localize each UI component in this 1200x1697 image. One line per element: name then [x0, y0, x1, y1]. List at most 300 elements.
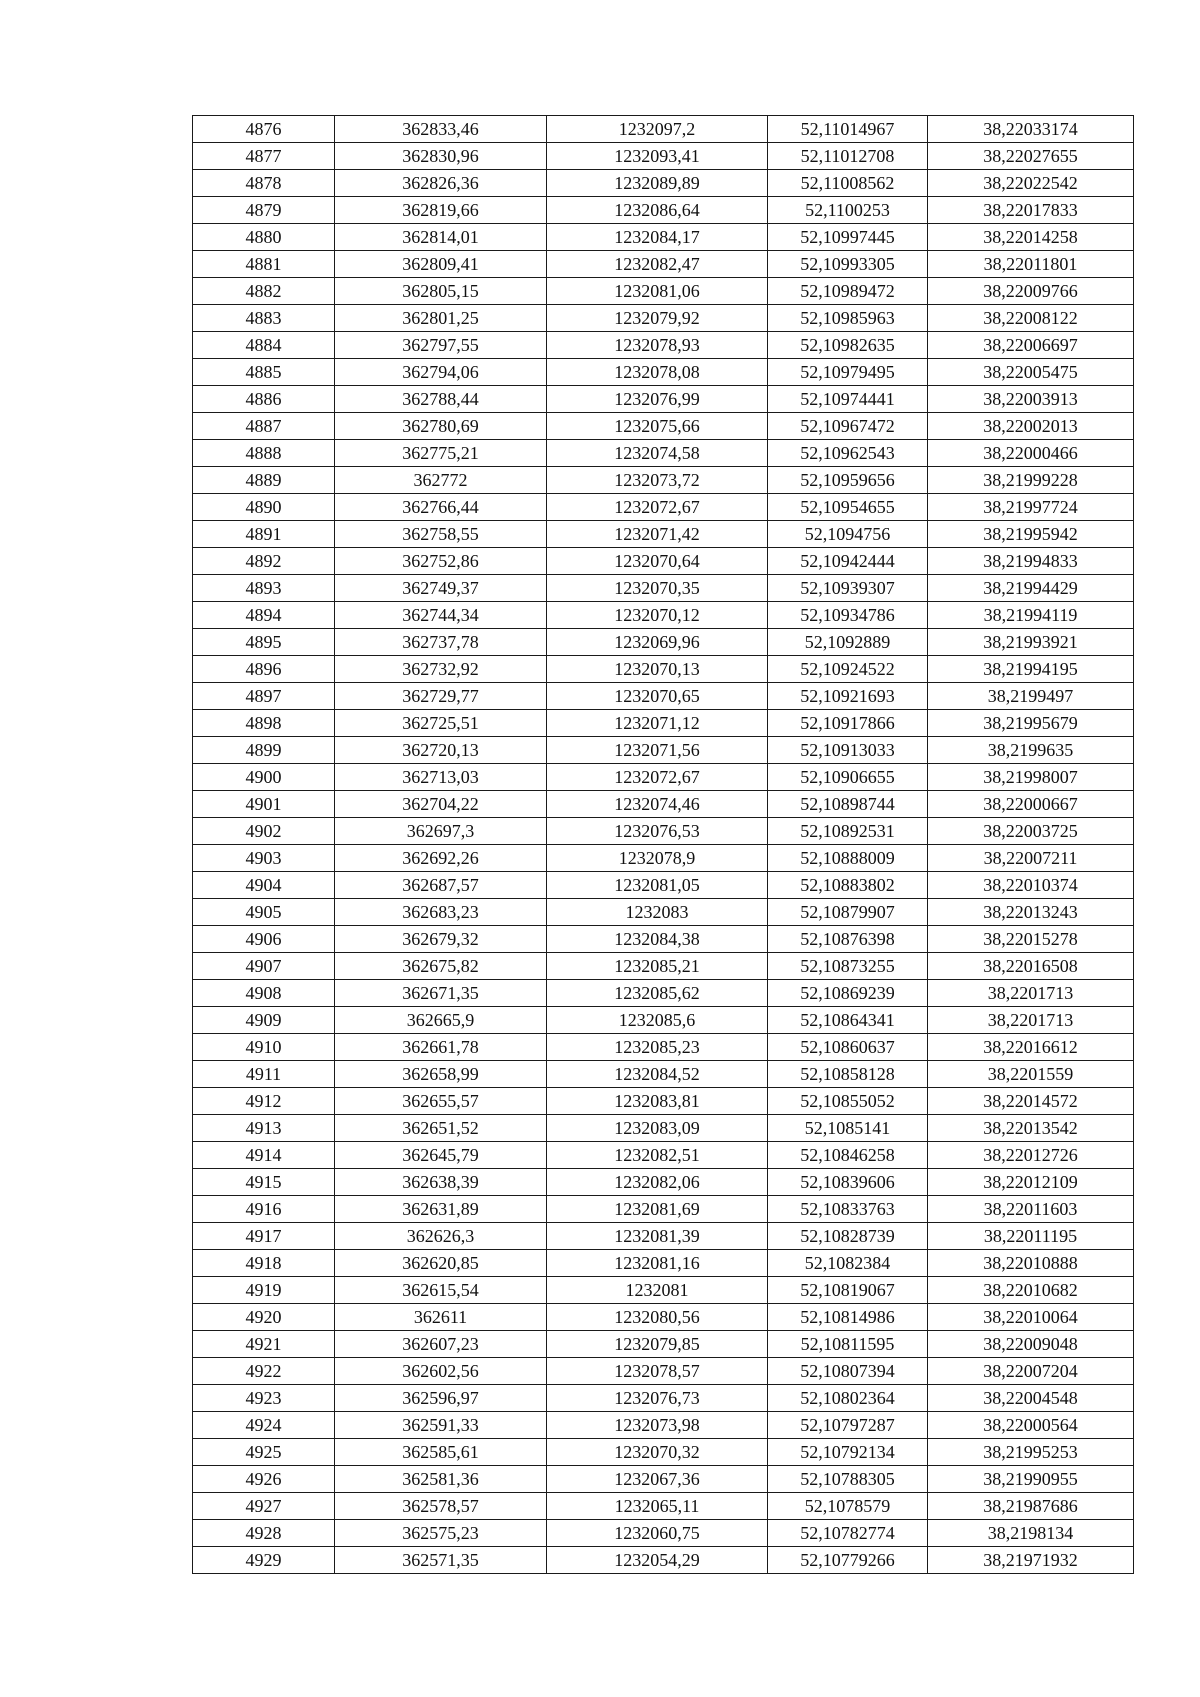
x-coordinate-cell: 362591,33: [335, 1412, 547, 1439]
y-coordinate-cell: 1232071,42: [547, 521, 768, 548]
table-row: [193, 575, 1134, 602]
point-number-cell: 4896: [193, 656, 335, 683]
latitude-cell: 52,10858128: [768, 1061, 928, 1088]
latitude-cell: 52,1092889: [768, 629, 928, 656]
point-number-cell: 4904: [193, 872, 335, 899]
table-row: [193, 737, 1134, 764]
latitude-cell: 52,10869239: [768, 980, 928, 1007]
coordinates-table-body: [193, 116, 1134, 1574]
point-number-cell: 4898: [193, 710, 335, 737]
table-row: [193, 1520, 1134, 1547]
latitude-cell: 52,10906655: [768, 764, 928, 791]
y-coordinate-cell: 1232081: [547, 1277, 768, 1304]
point-number-cell: 4910: [193, 1034, 335, 1061]
table-row: [193, 224, 1134, 251]
latitude-cell: 52,10954655: [768, 494, 928, 521]
x-coordinate-cell: 362655,57: [335, 1088, 547, 1115]
latitude-cell: 52,10855052: [768, 1088, 928, 1115]
x-coordinate-cell: 362611: [335, 1304, 547, 1331]
point-number-cell: 4899: [193, 737, 335, 764]
longitude-cell: 38,22011801: [928, 251, 1134, 278]
x-coordinate-cell: 362645,79: [335, 1142, 547, 1169]
table-row: [193, 629, 1134, 656]
longitude-cell: 38,2199497: [928, 683, 1134, 710]
longitude-cell: 38,22004548: [928, 1385, 1134, 1412]
point-number-cell: 4887: [193, 413, 335, 440]
y-coordinate-cell: 1232078,57: [547, 1358, 768, 1385]
latitude-cell: 52,10873255: [768, 953, 928, 980]
latitude-cell: 52,10792134: [768, 1439, 928, 1466]
table-row: [193, 1358, 1134, 1385]
table-row: [193, 1223, 1134, 1250]
point-number-cell: 4902: [193, 818, 335, 845]
longitude-cell: 38,21995253: [928, 1439, 1134, 1466]
longitude-cell: 38,22009766: [928, 278, 1134, 305]
point-number-cell: 4886: [193, 386, 335, 413]
table-row: [193, 1547, 1134, 1574]
latitude-cell: 52,10979495: [768, 359, 928, 386]
longitude-cell: 38,21994119: [928, 602, 1134, 629]
longitude-cell: 38,22011603: [928, 1196, 1134, 1223]
longitude-cell: 38,2199635: [928, 737, 1134, 764]
latitude-cell: 52,10898744: [768, 791, 928, 818]
point-number-cell: 4915: [193, 1169, 335, 1196]
table-row: [193, 980, 1134, 1007]
longitude-cell: 38,22005475: [928, 359, 1134, 386]
x-coordinate-cell: 362758,55: [335, 521, 547, 548]
table-row: [193, 1142, 1134, 1169]
x-coordinate-cell: 362615,54: [335, 1277, 547, 1304]
table-row: [193, 1412, 1134, 1439]
coordinates-table: [192, 115, 1134, 1574]
y-coordinate-cell: 1232065,11: [547, 1493, 768, 1520]
latitude-cell: 52,10962543: [768, 440, 928, 467]
x-coordinate-cell: 362575,23: [335, 1520, 547, 1547]
x-coordinate-cell: 362833,46: [335, 116, 547, 143]
x-coordinate-cell: 362585,61: [335, 1439, 547, 1466]
x-coordinate-cell: 362671,35: [335, 980, 547, 1007]
y-coordinate-cell: 1232074,46: [547, 791, 768, 818]
longitude-cell: 38,22012726: [928, 1142, 1134, 1169]
point-number-cell: 4891: [193, 521, 335, 548]
table-row: [193, 710, 1134, 737]
point-number-cell: 4923: [193, 1385, 335, 1412]
longitude-cell: 38,22010374: [928, 872, 1134, 899]
latitude-cell: 52,10917866: [768, 710, 928, 737]
longitude-cell: 38,22007204: [928, 1358, 1134, 1385]
x-coordinate-cell: 362819,66: [335, 197, 547, 224]
y-coordinate-cell: 1232080,56: [547, 1304, 768, 1331]
x-coordinate-cell: 362651,52: [335, 1115, 547, 1142]
x-coordinate-cell: 362830,96: [335, 143, 547, 170]
latitude-cell: 52,10985963: [768, 305, 928, 332]
point-number-cell: 4877: [193, 143, 335, 170]
point-number-cell: 4897: [193, 683, 335, 710]
latitude-cell: 52,10939307: [768, 575, 928, 602]
longitude-cell: 38,22000564: [928, 1412, 1134, 1439]
latitude-cell: 52,11012708: [768, 143, 928, 170]
table-row: [193, 197, 1134, 224]
latitude-cell: 52,10879907: [768, 899, 928, 926]
x-coordinate-cell: 362679,32: [335, 926, 547, 953]
point-number-cell: 4895: [193, 629, 335, 656]
table-row: [193, 278, 1134, 305]
point-number-cell: 4888: [193, 440, 335, 467]
point-number-cell: 4929: [193, 1547, 335, 1574]
y-coordinate-cell: 1232079,92: [547, 305, 768, 332]
y-coordinate-cell: 1232054,29: [547, 1547, 768, 1574]
point-number-cell: 4928: [193, 1520, 335, 1547]
x-coordinate-cell: 362638,39: [335, 1169, 547, 1196]
longitude-cell: 38,21993921: [928, 629, 1134, 656]
y-coordinate-cell: 1232081,06: [547, 278, 768, 305]
table-row: [193, 602, 1134, 629]
latitude-cell: 52,10876398: [768, 926, 928, 953]
longitude-cell: 38,22013542: [928, 1115, 1134, 1142]
longitude-cell: 38,22000466: [928, 440, 1134, 467]
x-coordinate-cell: 362814,01: [335, 224, 547, 251]
latitude-cell: 52,10797287: [768, 1412, 928, 1439]
table-row: [193, 521, 1134, 548]
longitude-cell: 38,22002013: [928, 413, 1134, 440]
longitude-cell: 38,22015278: [928, 926, 1134, 953]
longitude-cell: 38,21998007: [928, 764, 1134, 791]
longitude-cell: 38,21994195: [928, 656, 1134, 683]
longitude-cell: 38,22033174: [928, 116, 1134, 143]
point-number-cell: 4900: [193, 764, 335, 791]
y-coordinate-cell: 1232085,6: [547, 1007, 768, 1034]
table-row: [193, 1304, 1134, 1331]
y-coordinate-cell: 1232060,75: [547, 1520, 768, 1547]
latitude-cell: 52,11014967: [768, 116, 928, 143]
point-number-cell: 4911: [193, 1061, 335, 1088]
x-coordinate-cell: 362766,44: [335, 494, 547, 521]
table-row: [193, 305, 1134, 332]
x-coordinate-cell: 362692,26: [335, 845, 547, 872]
y-coordinate-cell: 1232073,72: [547, 467, 768, 494]
longitude-cell: 38,22016612: [928, 1034, 1134, 1061]
x-coordinate-cell: 362683,23: [335, 899, 547, 926]
longitude-cell: 38,22008122: [928, 305, 1134, 332]
latitude-cell: 52,10839606: [768, 1169, 928, 1196]
y-coordinate-cell: 1232081,39: [547, 1223, 768, 1250]
y-coordinate-cell: 1232083,81: [547, 1088, 768, 1115]
longitude-cell: 38,22009048: [928, 1331, 1134, 1358]
latitude-cell: 52,10921693: [768, 683, 928, 710]
x-coordinate-cell: 362704,22: [335, 791, 547, 818]
point-number-cell: 4921: [193, 1331, 335, 1358]
point-number-cell: 4894: [193, 602, 335, 629]
longitude-cell: 38,2201713: [928, 1007, 1134, 1034]
point-number-cell: 4890: [193, 494, 335, 521]
latitude-cell: 52,10982635: [768, 332, 928, 359]
latitude-cell: 52,1094756: [768, 521, 928, 548]
latitude-cell: 52,10864341: [768, 1007, 928, 1034]
y-coordinate-cell: 1232093,41: [547, 143, 768, 170]
x-coordinate-cell: 362772: [335, 467, 547, 494]
point-number-cell: 4927: [193, 1493, 335, 1520]
point-number-cell: 4912: [193, 1088, 335, 1115]
x-coordinate-cell: 362794,06: [335, 359, 547, 386]
latitude-cell: 52,10814986: [768, 1304, 928, 1331]
table-row: [193, 170, 1134, 197]
y-coordinate-cell: 1232081,16: [547, 1250, 768, 1277]
point-number-cell: 4882: [193, 278, 335, 305]
x-coordinate-cell: 362752,86: [335, 548, 547, 575]
table-row: [193, 143, 1134, 170]
point-number-cell: 4908: [193, 980, 335, 1007]
latitude-cell: 52,10846258: [768, 1142, 928, 1169]
table-row: [193, 386, 1134, 413]
longitude-cell: 38,21990955: [928, 1466, 1134, 1493]
latitude-cell: 52,10807394: [768, 1358, 928, 1385]
y-coordinate-cell: 1232084,52: [547, 1061, 768, 1088]
point-number-cell: 4926: [193, 1466, 335, 1493]
point-number-cell: 4889: [193, 467, 335, 494]
x-coordinate-cell: 362602,56: [335, 1358, 547, 1385]
latitude-cell: 52,10883802: [768, 872, 928, 899]
y-coordinate-cell: 1232081,05: [547, 872, 768, 899]
y-coordinate-cell: 1232070,13: [547, 656, 768, 683]
table-row: [193, 548, 1134, 575]
latitude-cell: 52,1082384: [768, 1250, 928, 1277]
latitude-cell: 52,10967472: [768, 413, 928, 440]
y-coordinate-cell: 1232078,08: [547, 359, 768, 386]
latitude-cell: 52,11008562: [768, 170, 928, 197]
y-coordinate-cell: 1232076,53: [547, 818, 768, 845]
table-row: [193, 1115, 1134, 1142]
longitude-cell: 38,22003913: [928, 386, 1134, 413]
y-coordinate-cell: 1232067,36: [547, 1466, 768, 1493]
longitude-cell: 38,22006697: [928, 332, 1134, 359]
latitude-cell: 52,10989472: [768, 278, 928, 305]
latitude-cell: 52,10811595: [768, 1331, 928, 1358]
longitude-cell: 38,21994429: [928, 575, 1134, 602]
x-coordinate-cell: 362809,41: [335, 251, 547, 278]
y-coordinate-cell: 1232074,58: [547, 440, 768, 467]
x-coordinate-cell: 362596,97: [335, 1385, 547, 1412]
longitude-cell: 38,22007211: [928, 845, 1134, 872]
latitude-cell: 52,10819067: [768, 1277, 928, 1304]
x-coordinate-cell: 362805,15: [335, 278, 547, 305]
point-number-cell: 4909: [193, 1007, 335, 1034]
latitude-cell: 52,10888009: [768, 845, 928, 872]
point-number-cell: 4905: [193, 899, 335, 926]
table-row: [193, 683, 1134, 710]
y-coordinate-cell: 1232076,73: [547, 1385, 768, 1412]
x-coordinate-cell: 362729,77: [335, 683, 547, 710]
longitude-cell: 38,22010064: [928, 1304, 1134, 1331]
point-number-cell: 4903: [193, 845, 335, 872]
point-number-cell: 4883: [193, 305, 335, 332]
longitude-cell: 38,22016508: [928, 953, 1134, 980]
point-number-cell: 4901: [193, 791, 335, 818]
table-row: [193, 1007, 1134, 1034]
point-number-cell: 4879: [193, 197, 335, 224]
table-row: [193, 1385, 1134, 1412]
table-row: [193, 926, 1134, 953]
x-coordinate-cell: 362571,35: [335, 1547, 547, 1574]
y-coordinate-cell: 1232081,69: [547, 1196, 768, 1223]
table-row: [193, 899, 1134, 926]
point-number-cell: 4893: [193, 575, 335, 602]
y-coordinate-cell: 1232084,38: [547, 926, 768, 953]
longitude-cell: 38,22010888: [928, 1250, 1134, 1277]
longitude-cell: 38,2201713: [928, 980, 1134, 1007]
table-row: [193, 791, 1134, 818]
x-coordinate-cell: 362713,03: [335, 764, 547, 791]
table-row: [193, 116, 1134, 143]
point-number-cell: 4924: [193, 1412, 335, 1439]
x-coordinate-cell: 362749,37: [335, 575, 547, 602]
longitude-cell: 38,22017833: [928, 197, 1134, 224]
longitude-cell: 38,22000667: [928, 791, 1134, 818]
y-coordinate-cell: 1232070,65: [547, 683, 768, 710]
y-coordinate-cell: 1232089,89: [547, 170, 768, 197]
longitude-cell: 38,22014258: [928, 224, 1134, 251]
table-row: [193, 1331, 1134, 1358]
table-row: [193, 1061, 1134, 1088]
x-coordinate-cell: 362578,57: [335, 1493, 547, 1520]
table-row: [193, 494, 1134, 521]
point-number-cell: 4880: [193, 224, 335, 251]
y-coordinate-cell: 1232076,99: [547, 386, 768, 413]
latitude-cell: 52,10782774: [768, 1520, 928, 1547]
y-coordinate-cell: 1232083,09: [547, 1115, 768, 1142]
x-coordinate-cell: 362665,9: [335, 1007, 547, 1034]
x-coordinate-cell: 362626,3: [335, 1223, 547, 1250]
point-number-cell: 4925: [193, 1439, 335, 1466]
x-coordinate-cell: 362697,3: [335, 818, 547, 845]
point-number-cell: 4920: [193, 1304, 335, 1331]
latitude-cell: 52,10934786: [768, 602, 928, 629]
x-coordinate-cell: 362675,82: [335, 953, 547, 980]
latitude-cell: 52,10802364: [768, 1385, 928, 1412]
table-row: [193, 1196, 1134, 1223]
y-coordinate-cell: 1232083: [547, 899, 768, 926]
table-row: [193, 1493, 1134, 1520]
latitude-cell: 52,10833763: [768, 1196, 928, 1223]
latitude-cell: 52,10997445: [768, 224, 928, 251]
point-number-cell: 4878: [193, 170, 335, 197]
x-coordinate-cell: 362788,44: [335, 386, 547, 413]
longitude-cell: 38,22022542: [928, 170, 1134, 197]
table-row: [193, 656, 1134, 683]
table-row: [193, 1169, 1134, 1196]
latitude-cell: 52,10788305: [768, 1466, 928, 1493]
y-coordinate-cell: 1232085,21: [547, 953, 768, 980]
point-number-cell: 4916: [193, 1196, 335, 1223]
y-coordinate-cell: 1232072,67: [547, 494, 768, 521]
y-coordinate-cell: 1232070,12: [547, 602, 768, 629]
table-row: [193, 872, 1134, 899]
latitude-cell: 52,10828739: [768, 1223, 928, 1250]
table-row: [193, 845, 1134, 872]
y-coordinate-cell: 1232075,66: [547, 413, 768, 440]
latitude-cell: 52,1078579: [768, 1493, 928, 1520]
y-coordinate-cell: 1232085,62: [547, 980, 768, 1007]
longitude-cell: 38,21995942: [928, 521, 1134, 548]
y-coordinate-cell: 1232070,32: [547, 1439, 768, 1466]
x-coordinate-cell: 362607,23: [335, 1331, 547, 1358]
latitude-cell: 52,10993305: [768, 251, 928, 278]
table-row: [193, 467, 1134, 494]
table-row: [193, 1088, 1134, 1115]
longitude-cell: 38,21987686: [928, 1493, 1134, 1520]
longitude-cell: 38,22003725: [928, 818, 1134, 845]
longitude-cell: 38,22011195: [928, 1223, 1134, 1250]
point-number-cell: 4922: [193, 1358, 335, 1385]
x-coordinate-cell: 362661,78: [335, 1034, 547, 1061]
point-number-cell: 4919: [193, 1277, 335, 1304]
y-coordinate-cell: 1232084,17: [547, 224, 768, 251]
x-coordinate-cell: 362658,99: [335, 1061, 547, 1088]
x-coordinate-cell: 362725,51: [335, 710, 547, 737]
y-coordinate-cell: 1232072,67: [547, 764, 768, 791]
y-coordinate-cell: 1232079,85: [547, 1331, 768, 1358]
longitude-cell: 38,22013243: [928, 899, 1134, 926]
y-coordinate-cell: 1232082,47: [547, 251, 768, 278]
x-coordinate-cell: 362581,36: [335, 1466, 547, 1493]
latitude-cell: 52,10942444: [768, 548, 928, 575]
y-coordinate-cell: 1232069,96: [547, 629, 768, 656]
y-coordinate-cell: 1232071,12: [547, 710, 768, 737]
point-number-cell: 4876: [193, 116, 335, 143]
y-coordinate-cell: 1232073,98: [547, 1412, 768, 1439]
longitude-cell: 38,22027655: [928, 143, 1134, 170]
y-coordinate-cell: 1232082,06: [547, 1169, 768, 1196]
y-coordinate-cell: 1232071,56: [547, 737, 768, 764]
point-number-cell: 4881: [193, 251, 335, 278]
latitude-cell: 52,10860637: [768, 1034, 928, 1061]
x-coordinate-cell: 362737,78: [335, 629, 547, 656]
table-row: [193, 413, 1134, 440]
longitude-cell: 38,2201559: [928, 1061, 1134, 1088]
table-row: [193, 251, 1134, 278]
table-row: [193, 332, 1134, 359]
latitude-cell: 52,1085141: [768, 1115, 928, 1142]
longitude-cell: 38,22010682: [928, 1277, 1134, 1304]
point-number-cell: 4885: [193, 359, 335, 386]
y-coordinate-cell: 1232085,23: [547, 1034, 768, 1061]
latitude-cell: 52,10959656: [768, 467, 928, 494]
latitude-cell: 52,1100253: [768, 197, 928, 224]
latitude-cell: 52,10779266: [768, 1547, 928, 1574]
y-coordinate-cell: 1232082,51: [547, 1142, 768, 1169]
longitude-cell: 38,21997724: [928, 494, 1134, 521]
y-coordinate-cell: 1232078,93: [547, 332, 768, 359]
point-number-cell: 4906: [193, 926, 335, 953]
longitude-cell: 38,21994833: [928, 548, 1134, 575]
table-row: [193, 764, 1134, 791]
table-row: [193, 1277, 1134, 1304]
table-row: [193, 1250, 1134, 1277]
table-row: [193, 818, 1134, 845]
latitude-cell: 52,10974441: [768, 386, 928, 413]
x-coordinate-cell: 362801,25: [335, 305, 547, 332]
longitude-cell: 38,22014572: [928, 1088, 1134, 1115]
y-coordinate-cell: 1232078,9: [547, 845, 768, 872]
x-coordinate-cell: 362797,55: [335, 332, 547, 359]
table-row: [193, 953, 1134, 980]
table-row: [193, 1466, 1134, 1493]
table-row: [193, 359, 1134, 386]
point-number-cell: 4892: [193, 548, 335, 575]
x-coordinate-cell: 362631,89: [335, 1196, 547, 1223]
point-number-cell: 4917: [193, 1223, 335, 1250]
latitude-cell: 52,10924522: [768, 656, 928, 683]
y-coordinate-cell: 1232070,35: [547, 575, 768, 602]
